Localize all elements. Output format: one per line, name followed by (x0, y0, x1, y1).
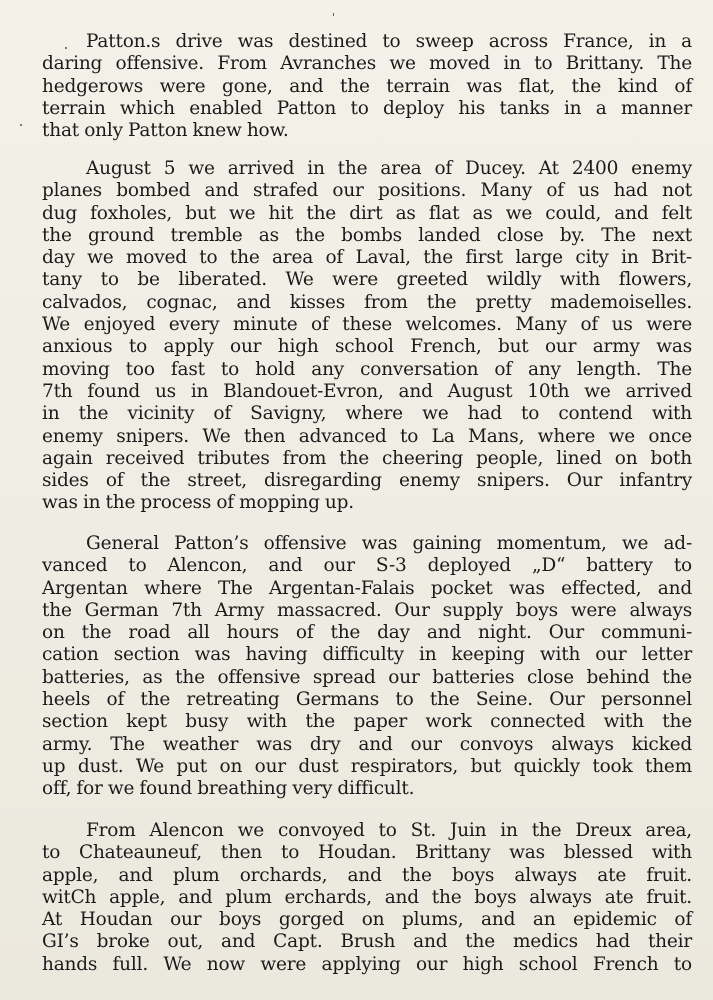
text-line: up dust. We put on our dust respirators, but quickly took them (42, 755, 692, 777)
text-line: terrain which enabled Patton to deploy his tanks in a manner (42, 97, 692, 119)
paragraph-3 (42, 533, 692, 801)
text-line: 7th found us in Blandouet-Evron, and August 10th we arrived (42, 380, 692, 402)
text-line: the ground tremble as the bombs landed close by. The next (42, 224, 692, 246)
text-line: tany to be liberated. We were greeted wildly with flowers, (42, 269, 692, 291)
text-line: in the vicinity of Savigny, where we had to contend with (42, 403, 692, 425)
text-line: anxious to apply our high school French, but our army was (42, 336, 692, 358)
print-speck (20, 124, 22, 126)
text-line: day we moved to the area of Laval, the first large city in Brit- (42, 247, 692, 269)
print-speck (65, 47, 67, 49)
text-line: vanced to Alencon, and our S-3 deployed „D“ battery to (42, 555, 692, 577)
text-line: moving too fast to hold any conversation of any length. The (42, 358, 692, 380)
text-line: General Patton’s offensive was gaining momentum, we ad- (86, 533, 692, 554)
text-line: again received tributes from the cheering people, lined on both (42, 447, 692, 469)
text-line: From Alencon we convoyed to St. Juin in the Dreux area, (86, 820, 692, 841)
paragraph-2 (42, 158, 692, 515)
text-line: Argentan where The Argentan-Falais pocket was effected, and (42, 577, 692, 599)
text-line: heels of the retreating Germans to the Seine. Our personnel (42, 689, 692, 711)
text-line: hedgerows were gone, and the terrain was flat, the kind of (42, 75, 692, 97)
paragraph-4 (42, 820, 692, 976)
text-line: sides of the street, disregarding enemy snipers. Our infantry (42, 470, 692, 492)
text-line: planes bombed and strafed our positions. Many of us had not (42, 180, 692, 202)
text-line: At Houdan our boys gorged on plums, and an epidemic of (42, 909, 692, 931)
text-line: off, for we found breathing very difficult. (42, 778, 415, 800)
text-line: batteries, as the offensive spread our batteries close behind the (42, 666, 692, 688)
print-speck (333, 13, 334, 16)
text-line: dug foxholes, but we hit the dirt as flat as we could, and felt (42, 202, 692, 224)
text-line: Patton.s drive was destined to sweep across France, in a (86, 31, 692, 52)
text-line: section kept busy with the paper work connected with the (42, 711, 692, 733)
text-line: to Chateauneuf, then to Houdan. Brittany was blessed with (42, 842, 692, 864)
text-line: August 5 we arrived in the area of Ducey. At 2400 enemy (86, 158, 692, 179)
text-line: hands full. We now were applying our high school French to (42, 953, 692, 975)
text-line: enemy snipers. We then advanced to La Mans, where we once (42, 425, 692, 447)
paragraph-1 (42, 31, 692, 142)
text-line: GI’s broke out, and Capt. Brush and the medics had their (42, 931, 692, 953)
text-line: that only Patton knew how. (42, 120, 289, 142)
text-line: witCh apple, and plum erchards, and the boys always ate fruit. (42, 886, 692, 908)
text-line: army. The weather was dry and our convoys always kicked (42, 733, 692, 755)
text-line: calvados, cognac, and kisses from the pretty mademoiselles. (42, 291, 692, 313)
text-line: the German 7th Army massacred. Our supply boys were always (42, 599, 692, 621)
text-line: We enjoyed every minute of these welcomes. Many of us were (42, 314, 692, 336)
text-line: daring offensive. From Avranches we moved in to Brittany. The (42, 53, 692, 75)
text-line: apple, and plum orchards, and the boys always ate fruit. (42, 864, 692, 886)
text-line: cation section was having difficulty in keeping with our letter (42, 644, 692, 666)
text-line: on the road all hours of the day and night. Our communi- (42, 622, 692, 644)
text-line: was in the process of mopping up. (42, 492, 354, 514)
